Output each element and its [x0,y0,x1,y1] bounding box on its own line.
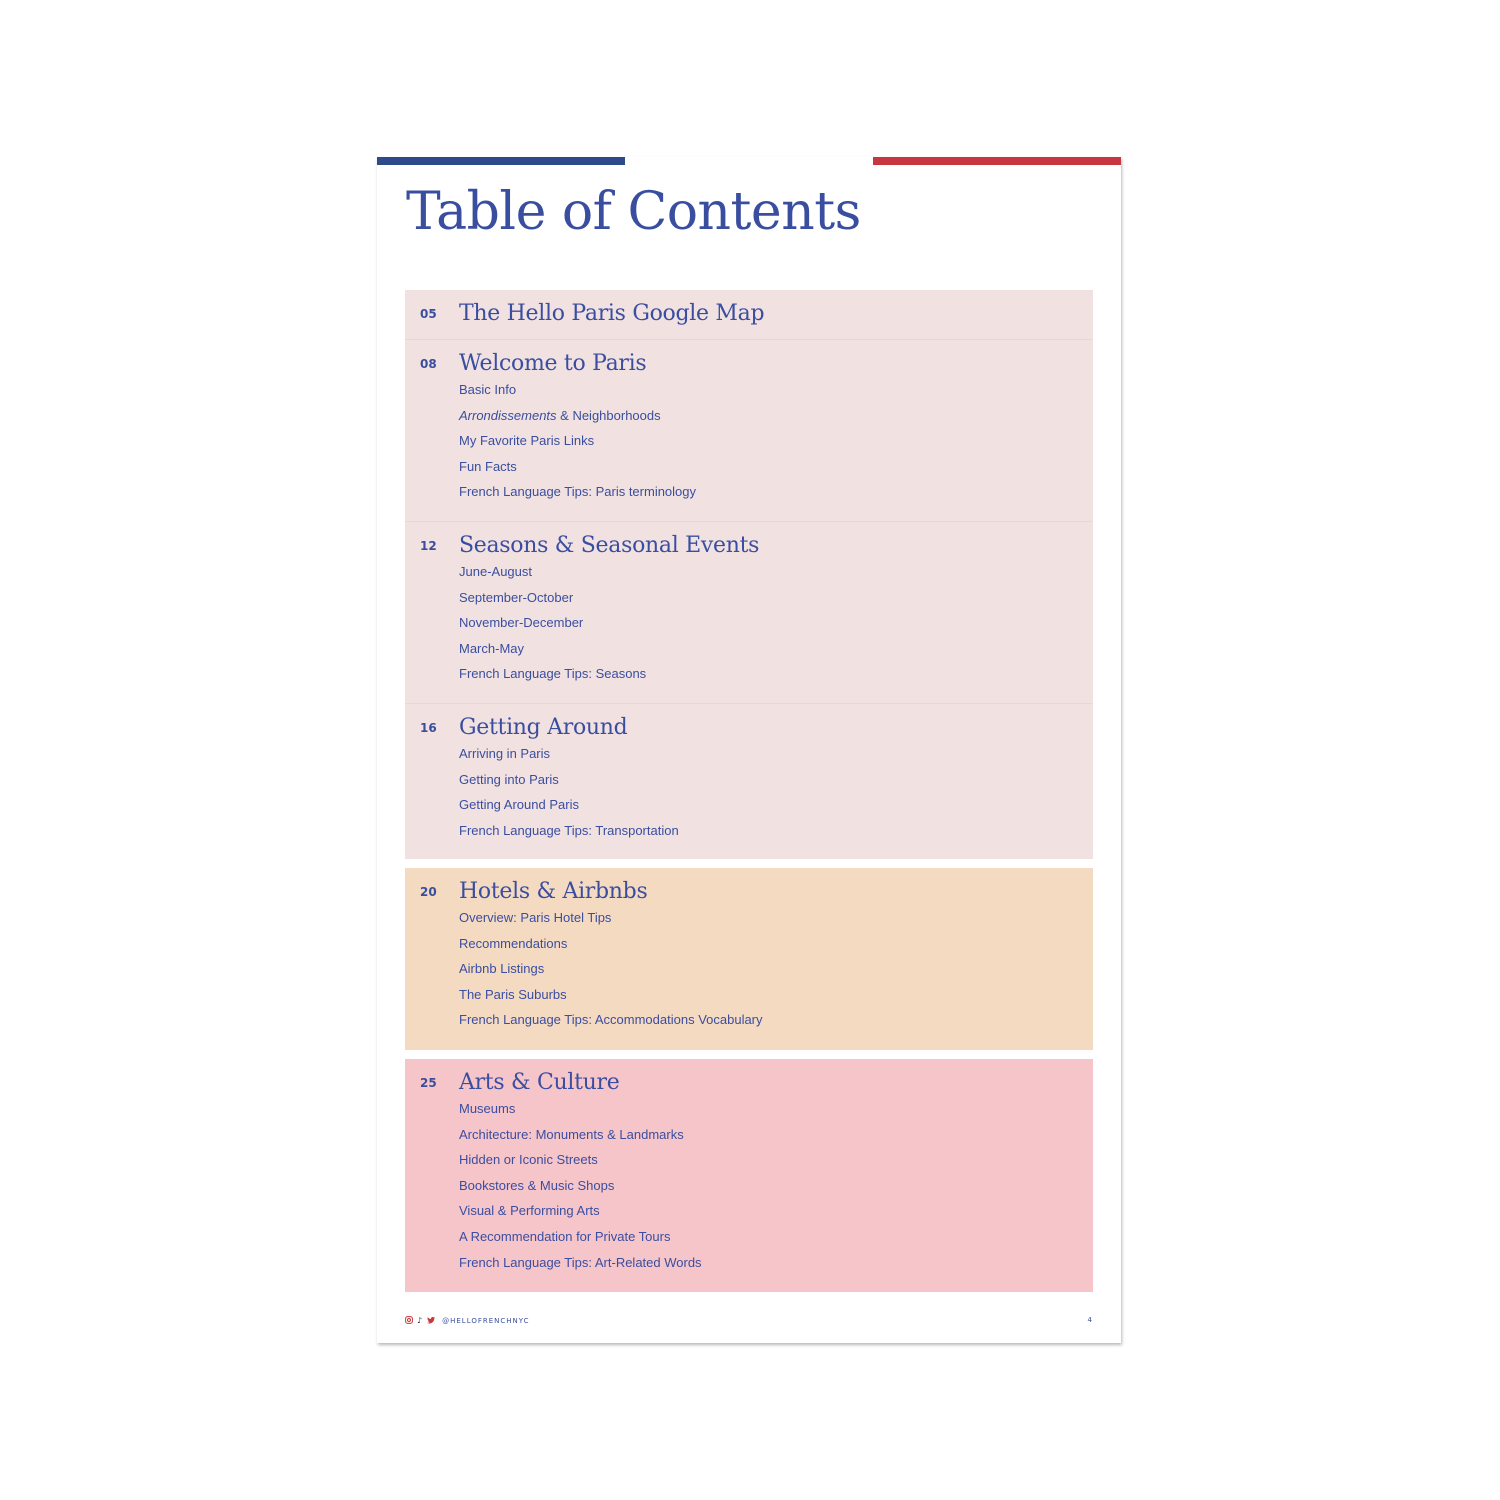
subsection-item[interactable]: Overview: Paris Hotel Tips [459,910,612,925]
subsection-item[interactable]: Visual & Performing Arts [459,1203,600,1219]
subsection-item[interactable]: Museums [459,1101,516,1116]
social-handle[interactable]: @HELLOFRENCHNYC [442,1317,530,1325]
subsection-item[interactable]: Getting Around Paris [459,797,579,813]
page-number: 08 [420,357,437,371]
toc-block-pink [405,1059,1093,1292]
subsection-item[interactable]: French Language Tips: Art-Related Words [459,1254,702,1270]
subsection-item[interactable]: French Language Tips: Seasons [459,666,647,682]
section-heading: The Hello Paris Google Map [459,301,765,326]
toc-entry[interactable] [405,290,1093,339]
toc-entry[interactable] [405,522,1093,703]
subsection-item[interactable]: Airbnb Listings [459,961,545,977]
section-heading: Seasons & Seasonal Events [459,533,760,558]
subsection-item[interactable]: Getting into Paris [459,771,559,787]
toc-block-peach [405,868,1093,1050]
twitter-icon[interactable] [427,1317,435,1326]
page-number: 05 [420,307,437,321]
instagram-icon[interactable] [405,1316,413,1326]
subsection-item[interactable]: French Language Tips: Paris terminology [459,484,697,500]
flag-red-stripe [873,157,1121,165]
page-title: Table of Contents [406,182,861,242]
page-number: 16 [420,721,437,735]
subsection-item[interactable]: Architecture: Monuments & Landmarks [459,1126,684,1142]
section-heading: Hotels & Airbnbs [459,879,648,904]
subsection-item[interactable]: A Recommendation for Private Tours [459,1228,671,1244]
subsection-item[interactable]: Arriving in Paris [459,746,551,761]
subsection-suffix: & Neighborhoods [556,407,661,423]
flag-blue-stripe [377,157,625,165]
footer-social [405,1316,530,1326]
page-number: 25 [420,1076,437,1090]
table-of-contents [405,290,1093,1292]
section-heading: Getting Around [459,715,628,740]
document-page [377,157,1121,1343]
toc-entry[interactable] [405,704,1093,859]
subsection-item[interactable]: Hidden or Iconic Streets [459,1152,598,1168]
subsection-list [459,905,1093,1033]
toc-entry[interactable] [405,868,1093,1050]
subsection-item[interactable]: March-May [459,640,525,656]
subsection-item[interactable]: Recommendations [459,935,568,951]
subsection-item[interactable]: June-August [459,564,532,579]
page-number: 12 [420,539,437,553]
subsection-item[interactable]: The Paris Suburbs [459,986,567,1002]
subsection-item[interactable]: French Language Tips: Accommodations Vocabulary [459,1012,763,1028]
subsection-list [459,559,1093,687]
section-heading: Welcome to Paris [459,351,647,376]
subsection-italic: Arrondissements [459,407,557,423]
toc-entry[interactable] [405,340,1093,521]
subsection-item[interactable]: Fun Facts [459,458,517,474]
toc-block-blush [405,290,1093,859]
subsection-list [459,377,1093,505]
subsection-item[interactable]: French Language Tips: Transportation [459,822,679,838]
subsection-list [459,741,1093,843]
page-number: 20 [420,885,437,899]
subsection-item[interactable]: September-October [459,589,574,605]
footer-page-number: 4 [1087,1316,1092,1324]
subsection-item[interactable] [459,403,1093,429]
subsection-list [459,1096,1093,1275]
section-heading: Arts & Culture [459,1070,620,1095]
subsection-item[interactable]: Basic Info [459,382,517,397]
toc-entry[interactable] [405,1059,1093,1292]
subsection-item[interactable]: Bookstores & Music Shops [459,1177,615,1193]
subsection-item[interactable]: November-December [459,615,584,631]
tiktok-icon[interactable]: ♪ [417,1316,424,1325]
subsection-item[interactable]: My Favorite Paris Links [459,433,595,449]
